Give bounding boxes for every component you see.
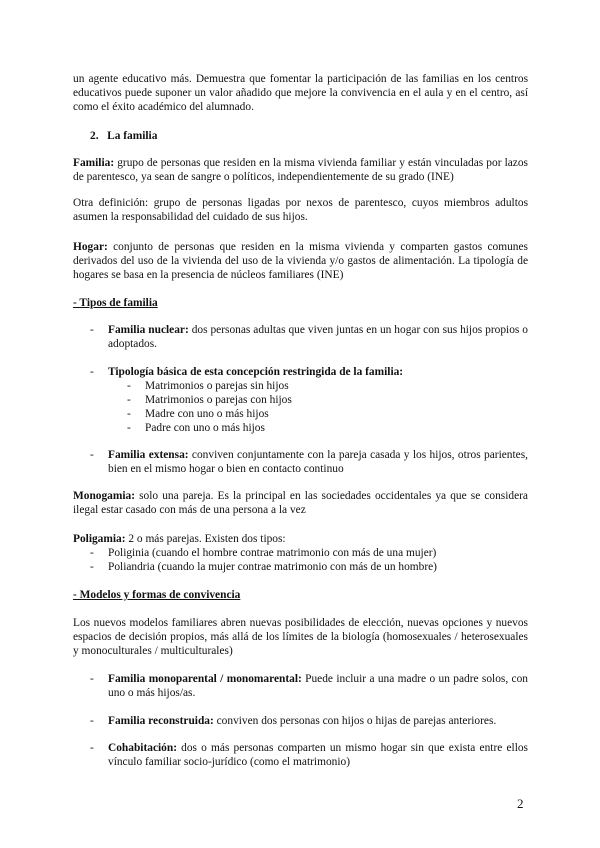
- dash-bullet: -: [127, 422, 131, 434]
- poligamia-paragraph: [73, 532, 528, 546]
- tipologia-item: Padre con uno o más hijos: [145, 422, 265, 434]
- dash-bullet: -: [90, 742, 94, 754]
- monogamia-paragraph: [73, 489, 528, 517]
- tipologia-heading: Tipología básica de esta concepción restringida de la familia:: [108, 366, 404, 378]
- modelos-paragraph: Los nuevos modelos familiares abren nuevas posibilidades de elección, nuevas opciones y nuevos espacios de decisión propios, más allá de los límites de la biología (homosexuales / heterosexuales y monoculturales / multiculturales): [73, 617, 528, 658]
- tipologia-item: Matrimonios o parejas sin hijos: [145, 380, 289, 392]
- monogamia-label: Monogamia:: [73, 490, 136, 502]
- intro-paragraph: un agente educativo más. Demuestra que fomentar la participación de las familias en los centros educativos puede suponer un valor añadido que mejore la convivencia en el aula y en el centro, así como el éxito académico del alumnado.: [73, 73, 528, 114]
- otra-definicion: Otra definición: grupo de personas ligadas por nexos de parentesco, cuyos miembros adultos asumen la responsabilidad del cuidado de sus hijos.: [73, 197, 528, 224]
- monogamia-text: solo una pareja. Es la principal en las sociedades occidentales ya que se considera ilegal estar casado con más de una persona a la vez: [73, 490, 528, 517]
- poligamia-item: Poliginia (cuando el hombre contrae matrimonio con más de una mujer): [108, 547, 437, 559]
- hogar-text: conjunto de personas que residen en la misma vivienda y comparten gastos comunes derivados del uso de la vivienda del uso de la vivienda y/o gastos de alimentación. La tipología de hogares se basa en la presencia de núcleos familiares (INE): [73, 241, 528, 282]
- dash-bullet: -: [90, 449, 94, 461]
- poligamia-label: Poligamia:: [73, 533, 126, 545]
- dash-bullet: -: [127, 380, 131, 392]
- cohabitacion-text: dos o más personas comparten un mismo hogar sin que exista entre ellos vínculo familiar socio-jurídico (como el matrimonio): [108, 742, 528, 769]
- extensa-text: conviven conjuntamente con la pareja casada y los hijos, otros parientes, bien en el mismo hogar o bien en contacto continuo: [108, 449, 528, 476]
- page-number: 2: [517, 796, 524, 811]
- monoparental-label: Familia monoparental / monomarental:: [108, 673, 302, 685]
- monoparental-item: [108, 672, 528, 700]
- dash-bullet: -: [90, 366, 94, 378]
- cohabitacion-item: [108, 741, 528, 769]
- dash-bullet: -: [90, 715, 94, 727]
- poligamia-item: Poliandria (cuando la mujer contrae matrimonio con más de un hombre): [108, 561, 437, 573]
- modelos-heading: - Modelos y formas de convivencia: [73, 589, 241, 601]
- reconstruida-item: [108, 714, 528, 728]
- dash-bullet: -: [127, 408, 131, 420]
- tipologia-item: Madre con uno o más hijos: [145, 408, 269, 420]
- dash-bullet: -: [90, 561, 94, 573]
- hogar-definition: [73, 240, 528, 283]
- section-number: 2.: [90, 130, 99, 142]
- extensa-label: Familia extensa:: [108, 449, 189, 461]
- tipologia-item: Matrimonios o parejas con hijos: [145, 394, 292, 406]
- monoparental-text: Puede incluir a una madre o un padre solos, con uno o más hijos/as.: [108, 673, 528, 700]
- dash-bullet: -: [90, 324, 94, 336]
- hogar-label: Hogar:: [73, 241, 108, 253]
- familia-text: grupo de personas que residen en la misma vivienda familiar y están vinculadas por lazos de parentesco, ya sean de sangre o políticos, independientemente de su grado (INE): [73, 157, 528, 184]
- extensa-item: [108, 448, 528, 476]
- poligamia-text: 2 o más parejas. Existen dos tipos:: [125, 533, 286, 545]
- cohabitacion-label: Cohabitación:: [108, 742, 177, 754]
- familia-definition: [73, 156, 528, 184]
- reconstruida-label: Familia reconstruida:: [108, 715, 214, 727]
- dash-bullet: -: [90, 547, 94, 559]
- tipos-heading: - Tipos de familia: [73, 297, 158, 309]
- familia-label: Familia:: [73, 157, 115, 169]
- section-heading: [90, 129, 545, 143]
- dash-bullet: -: [127, 394, 131, 406]
- nuclear-label: Familia nuclear:: [108, 324, 189, 336]
- nuclear-item: [108, 323, 528, 351]
- section-title: La familia: [107, 130, 158, 142]
- nuclear-text: dos personas adultas que viven juntas en un hogar con sus hijos propios o adoptados.: [108, 324, 528, 351]
- dash-bullet: -: [90, 673, 94, 685]
- reconstruida-text: conviven dos personas con hijos o hijas de parejas anteriores.: [213, 715, 497, 727]
